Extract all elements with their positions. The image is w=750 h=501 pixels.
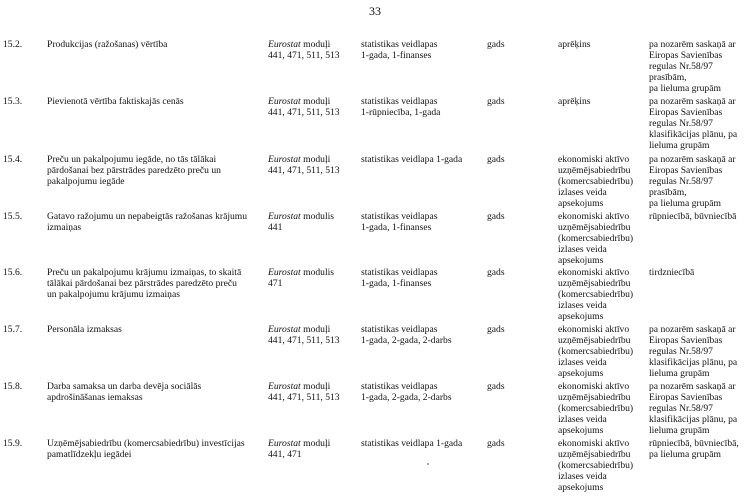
data-source [268, 97, 356, 119]
cell-line: pakalpojumu iegāde [47, 175, 125, 187]
cell-line: izlases veida [558, 299, 607, 311]
cell-line: Eiropas Savienības [649, 49, 723, 61]
breakdown-note [649, 155, 750, 210]
cell-line: (komercsabiedrību) [558, 232, 634, 244]
indicator-number: 15.5. [3, 211, 23, 222]
source-name: Eurostat [268, 267, 301, 278]
source-name: Eurostat [268, 381, 301, 392]
cell-line: lieluma grupām [649, 139, 710, 151]
indicator-name [47, 155, 262, 188]
cell-line: pa lieluma grupām [649, 448, 721, 460]
data-source [268, 212, 356, 234]
cell-line: regulas Nr.58/97 [649, 175, 713, 187]
cell-line: uzņēmējsabiedrību [558, 164, 631, 176]
cell-line: uzņēmējsabiedrību [558, 277, 631, 289]
breakdown-note [649, 382, 750, 437]
source-kind: moduļi [300, 154, 331, 165]
data-source [268, 40, 356, 62]
source-name: Eurostat [268, 39, 301, 50]
data-source [268, 268, 356, 290]
indicator-name [47, 268, 262, 301]
cell-line: 441, 471, 511, 513 [268, 106, 340, 118]
indicator-number: 15.2. [3, 39, 23, 50]
cell-line: regulas Nr.58/97 [649, 60, 713, 72]
cell-line: apdrošināšanas iemaksas [47, 391, 143, 403]
cell-line: (komercsabiedrību) [558, 402, 634, 414]
source-kind: moduļi [300, 96, 331, 107]
scan-speck [427, 463, 429, 465]
cell-line: 471 [268, 277, 283, 289]
report-form [361, 382, 486, 404]
periodicity: gads [487, 324, 505, 335]
cell-line: pamatlīdzekļu iegādei [47, 448, 132, 460]
source-kind: modulis [300, 211, 335, 222]
cell-line: ekonomiski aktīvo [558, 211, 630, 222]
indicator-number: 15.8. [3, 381, 23, 392]
collection-method [558, 40, 648, 51]
cell-line: (komercsabiedrību) [558, 175, 634, 187]
cell-line: 441 [268, 221, 283, 233]
cell-line: pa nozarēm saskaņā ar [649, 154, 736, 165]
indicator-name [47, 325, 262, 336]
cell-line: prasībām, [649, 71, 687, 83]
source-kind: moduļi [300, 438, 331, 449]
cell-line: klasifikācijas plānu, pa [649, 356, 738, 368]
cell-line: uzņēmējsabiedrību [558, 221, 631, 233]
cell-line: ekonomiski aktīvo [558, 154, 630, 165]
cell-line: pa nozarēm saskaņā ar [649, 324, 736, 335]
report-form [361, 40, 486, 62]
indicator-number: 15.3. [3, 96, 23, 107]
cell-line: Eiropas Savienības [649, 164, 723, 176]
collection-method [558, 212, 648, 267]
indicator-number: 15.7. [3, 324, 23, 335]
cell-line: uzņēmējsabiedrību [558, 391, 631, 403]
cell-line: Preču un pakalpojumu krājumu izmaiņas, to skaitā [47, 267, 242, 278]
collection-method [558, 97, 648, 108]
data-source [268, 382, 356, 404]
cell-line: Produkcijas (ražošanas) vērtība [47, 39, 168, 50]
cell-line: statistikas veidlapas [361, 381, 438, 392]
indicator-number: 15.6. [3, 267, 23, 278]
breakdown-note [649, 97, 750, 152]
indicator-name [47, 97, 262, 108]
cell-line: Gatavo ražojumu un nepabeigtās ražošanas krājumu [47, 211, 248, 222]
report-form [361, 325, 486, 347]
cell-line: pa nozarēm saskaņā ar [649, 381, 736, 392]
indicator-name [47, 382, 262, 404]
cell-line: statistikas veidlapas [361, 267, 438, 278]
cell-line: pa nozarēm saskaņā ar [649, 96, 736, 107]
cell-line: izlases veida [558, 243, 607, 255]
cell-line: Pievienotā vērtība faktiskajās cenās [47, 96, 184, 107]
cell-line: Preču un pakalpojumu iegāde, no tās tālākai [47, 154, 217, 165]
cell-line: regulas Nr.58/97 [649, 402, 713, 414]
cell-line: regulas Nr.58/97 [649, 117, 713, 129]
report-form [361, 155, 486, 166]
cell-line: uzņēmējsabiedrību [558, 448, 631, 460]
cell-line: 441, 471 [268, 448, 302, 460]
cell-line: ekonomiski aktīvo [558, 324, 630, 335]
report-form [361, 439, 486, 450]
breakdown-note [649, 325, 750, 380]
cell-line: 441, 471, 511, 513 [268, 49, 340, 61]
collection-method [558, 268, 648, 323]
cell-line: statistikas veidlapas [361, 211, 438, 222]
cell-line: statistikas veidlapas [361, 39, 438, 50]
indicator-name [47, 439, 262, 461]
cell-line: apsekojums [558, 367, 604, 379]
cell-line: uzņēmējsabiedrību [558, 334, 631, 346]
cell-line: izlases veida [558, 413, 607, 425]
cell-line: Eiropas Savienības [649, 106, 723, 118]
source-name: Eurostat [268, 438, 301, 449]
collection-method [558, 155, 648, 210]
cell-line: izmaiņas [47, 221, 82, 233]
cell-line: 1-gada, 1-finanses [361, 49, 432, 61]
cell-line: Uzņēmējsabiedrību (komercsabiedrību) investīcijas [47, 438, 245, 449]
cell-line: 1-gada, 1-finanses [361, 221, 432, 233]
cell-line: rūpniecībā, būvniecībā, [649, 438, 739, 449]
cell-line: klasifikācijas plānu, pa [649, 128, 738, 140]
cell-line: 1-rūpniecība, 1-gada [361, 106, 441, 118]
source-name: Eurostat [268, 96, 301, 107]
cell-line: lieluma grupām [649, 367, 710, 379]
cell-line: izlases veida [558, 186, 607, 198]
cell-line: rūpniecībā, būvniecībā [649, 211, 737, 222]
indicator-number: 15.9. [3, 438, 23, 449]
source-name: Eurostat [268, 324, 301, 335]
breakdown-note [649, 212, 750, 223]
cell-line: ekonomiski aktīvo [558, 438, 630, 449]
collection-method [558, 325, 648, 380]
source-kind: modulis [300, 267, 335, 278]
source-kind: moduļi [300, 381, 331, 392]
cell-line: apsekojums [558, 197, 604, 209]
periodicity: gads [487, 154, 505, 165]
cell-line: pa nozarēm saskaņā ar [649, 39, 736, 50]
cell-line: un pakalpojumu krājumu izmaiņas [47, 288, 180, 300]
periodicity: gads [487, 438, 505, 449]
cell-line: (komercsabiedrību) [558, 288, 634, 300]
cell-line: apsekojums [558, 254, 604, 266]
cell-line: statistikas veidlapa 1-gada [361, 154, 463, 165]
periodicity: gads [487, 96, 505, 107]
cell-line: tirdzniecībā [649, 267, 695, 278]
collection-method [558, 382, 648, 437]
breakdown-note [649, 40, 750, 95]
indicator-name [47, 40, 262, 51]
cell-line: pa lieluma grupām [649, 82, 721, 94]
source-kind: moduļi [300, 324, 331, 335]
data-source [268, 155, 356, 177]
cell-line: 441, 471, 511, 513 [268, 391, 340, 403]
cell-line: statistikas veidlapa 1-gada [361, 438, 463, 449]
cell-line: Eiropas Savienības [649, 334, 723, 346]
report-form [361, 97, 486, 119]
cell-line: 1-gada, 2-gada, 2-darbs [361, 334, 452, 346]
cell-line: aprēķins [558, 96, 591, 107]
breakdown-note [649, 268, 750, 279]
cell-line: prasībām, [649, 186, 687, 198]
source-name: Eurostat [268, 211, 301, 222]
indicator-number: 15.4. [3, 154, 23, 165]
cell-line: klasifikācijas plānu, pa [649, 413, 738, 425]
cell-line: tālākai pārdošanai bez pārstrādes paredzēto preču [47, 277, 237, 289]
periodicity: gads [487, 211, 505, 222]
periodicity: gads [487, 39, 505, 50]
cell-line: statistikas veidlapas [361, 324, 438, 335]
cell-line: Darba samaksa un darba devēja sociālās [47, 381, 202, 392]
data-source [268, 325, 356, 347]
cell-line: izlases veida [558, 356, 607, 368]
cell-line: (komercsabiedrību) [558, 459, 634, 471]
data-source [268, 439, 356, 461]
cell-line: 1-gada, 2-gada, 2-darbs [361, 391, 452, 403]
report-form [361, 212, 486, 234]
cell-line: Eiropas Savienības [649, 391, 723, 403]
cell-line: Personāla izmaksas [47, 324, 122, 335]
page-number: 33 [369, 4, 381, 18]
collection-method [558, 439, 648, 494]
source-name: Eurostat [268, 154, 301, 165]
cell-line: apsekojums [558, 310, 604, 322]
cell-line: statistikas veidlapas [361, 96, 438, 107]
periodicity: gads [487, 381, 505, 392]
cell-line: apsekojums [558, 424, 604, 436]
cell-line: (komercsabiedrību) [558, 345, 634, 357]
cell-line: pārdošanai bez pārstrādes paredzēto preču un [47, 164, 221, 176]
cell-line: lieluma grupām [649, 424, 710, 436]
cell-line: ekonomiski aktīvo [558, 381, 630, 392]
cell-line: pa lieluma grupām [649, 197, 721, 209]
indicator-name [47, 212, 262, 234]
cell-line: ekonomiski aktīvo [558, 267, 630, 278]
cell-line: 441, 471, 511, 513 [268, 164, 340, 176]
source-kind: moduļi [300, 39, 331, 50]
cell-line: izlases veida [558, 470, 607, 482]
cell-line: aprēķins [558, 39, 591, 50]
cell-line: apsekojums [558, 481, 604, 493]
report-form [361, 268, 486, 290]
cell-line: 1-gada, 1-finanses [361, 277, 432, 289]
cell-line: 441, 471, 511, 513 [268, 334, 340, 346]
periodicity: gads [487, 267, 505, 278]
cell-line: regulas Nr.58/97 [649, 345, 713, 357]
breakdown-note [649, 439, 750, 461]
